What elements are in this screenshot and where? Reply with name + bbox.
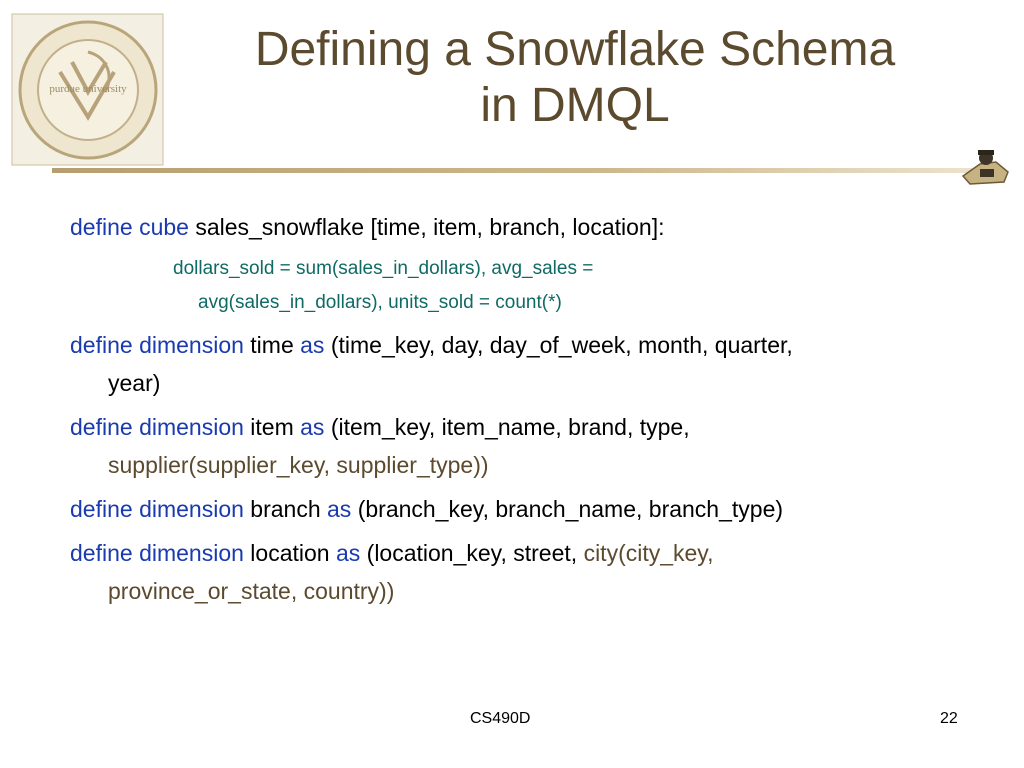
slide-title-line1: Defining a Snowflake Schema: [254, 23, 896, 76]
item-dimension-line: [70, 414, 690, 441]
title-underline-rule: [52, 168, 972, 173]
dimension-attributes: (time_key, day, day_of_week, month, quarter,: [324, 332, 793, 358]
footer-course: CS490D: [470, 710, 531, 727]
keyword-dimension: dimension: [139, 540, 244, 566]
measures-line-1: dollars_sold = sum(sales_in_dollars), avg_sales =: [173, 258, 594, 279]
cube-definition-line: [70, 214, 665, 241]
nested-city-spec: city(city_key,: [583, 540, 714, 566]
dimension-name: time: [243, 332, 301, 358]
dimension-attributes: (location_key, street,: [360, 540, 584, 566]
keyword-define: define: [70, 332, 133, 358]
cube-spec: sales_snowflake [time, item, branch, location]:: [188, 214, 665, 240]
dimension-attributes: (branch_key, branch_name, branch_type): [351, 496, 784, 522]
dimension-name: branch: [243, 496, 328, 522]
university-seal-logo: [10, 12, 165, 167]
item-dimension-continuation: supplier(supplier_key, supplier_type)): [108, 452, 489, 478]
keyword-dimension: dimension: [139, 496, 244, 522]
dimension-attributes: (item_key, item_name, brand, type,: [324, 414, 690, 440]
keyword-define: define: [70, 414, 133, 440]
branch-dimension-line: [70, 496, 783, 523]
mascot-icon: [958, 146, 1012, 190]
keyword-as: as: [327, 496, 352, 522]
keyword-dimension: dimension: [139, 414, 244, 440]
location-dimension-line: [70, 540, 714, 567]
keyword-dimension: dimension: [139, 332, 244, 358]
dimension-name: location: [243, 540, 336, 566]
location-dimension-continuation: province_or_state, country)): [108, 578, 395, 604]
keyword-define: define: [70, 214, 133, 240]
slide-title-line2: in DMQL: [480, 79, 670, 132]
slide-title: [180, 22, 970, 134]
keyword-as: as: [300, 414, 325, 440]
keyword-as: as: [335, 540, 361, 566]
dimension-name: item: [243, 414, 301, 440]
keyword-define: define: [70, 540, 133, 566]
footer-page-number: 22: [940, 710, 958, 727]
keyword-define: define: [70, 496, 133, 522]
time-dimension-continuation: year): [108, 370, 161, 396]
keyword-as: as: [300, 332, 325, 358]
time-dimension-line: [70, 332, 793, 359]
keyword-cube: cube: [139, 214, 189, 240]
seal-text: purdue university: [49, 83, 127, 95]
measures-line-2: avg(sales_in_dollars), units_sold = count(*): [198, 292, 562, 313]
